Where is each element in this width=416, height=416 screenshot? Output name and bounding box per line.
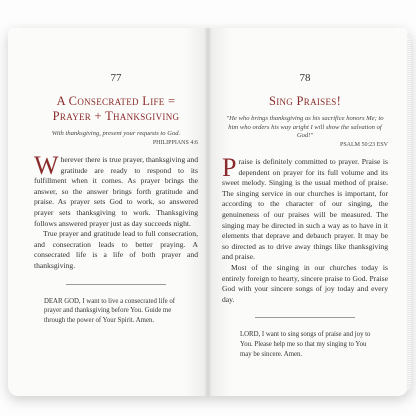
right-page-title: Sing Praises! [268, 94, 342, 108]
left-paragraph-1 [34, 151, 198, 229]
left-title-line2: Prayer + Thanksgiving [52, 109, 180, 123]
left-divider [66, 284, 166, 285]
left-verse: With thanksgiving, present your requests to God. [51, 130, 181, 137]
right-divider [255, 317, 355, 318]
right-verse-ref: PSALM 50:23 ESV [339, 141, 388, 148]
right-paragraph-2: Most of the singing in our churches today is entirely foreign to hearty, sincere praise to God. Praise God with your sincere songs of joy today and every day. [222, 262, 388, 304]
left-page-title [34, 94, 198, 124]
left-title-line1: A Consecrated Life = [56, 94, 176, 108]
right-body [222, 153, 388, 305]
right-paragraph-1 [222, 153, 388, 263]
page-number-77: 77 [110, 72, 122, 84]
book-spine [204, 28, 212, 396]
right-page [208, 28, 408, 396]
right-drop-cap: P [222, 153, 237, 182]
page-edges [407, 34, 411, 390]
left-body [34, 151, 198, 272]
open-book [8, 28, 408, 396]
left-paragraph-2: True prayer and gratitude lead to full consecration, and consecration leads to better praying. A consecrated life is a life of both prayer and thanksgiving. [34, 229, 198, 270]
left-verse-ref: PHILIPPIANS 4:6 [152, 139, 198, 146]
right-verse: "He who brings thanksgiving as his sacrifice honors Me; to him who orders his way aright I will show the salvation of God!" [226, 115, 384, 139]
left-prayer: DEAR GOD, I want to live a consecrated life of prayer and thanksgiving before You. Guide me through the power of Your Spirit. Amen. [44, 297, 175, 324]
left-para1-text: herever there is true prayer, thanksgiving and gratitude are ready to respond to its fulfillment when it comes. As prayer brings the answer, so the answer brings forth gratitude and praise. As prayer sets God to work, so answered prayer sets thanksgiving to work. Thanksgiving follows answered prayer just as day succeeds night. [34, 155, 198, 228]
left-drop-cap: W [34, 151, 59, 180]
page-number-78: 78 [299, 72, 311, 84]
left-page [8, 28, 208, 396]
right-prayer: LORD, I want to sing songs of praise and joy to You. Please help me so that my singing to You may be sincere. Amen. [240, 331, 371, 358]
right-para1-text: raise is definitely committed to prayer. Praise is dependent on prayer for its full volume and its sweet melody. Singing is the usual method of praise. The singing service in our churches is important, for according to the character of our singing, the genuineness of our praises will be measured. The singing may be directed in such a way as to have in it elements that deprave and debauch prayer. It may be so directed as to drive away things like thanksgiving and praise. [222, 157, 388, 262]
